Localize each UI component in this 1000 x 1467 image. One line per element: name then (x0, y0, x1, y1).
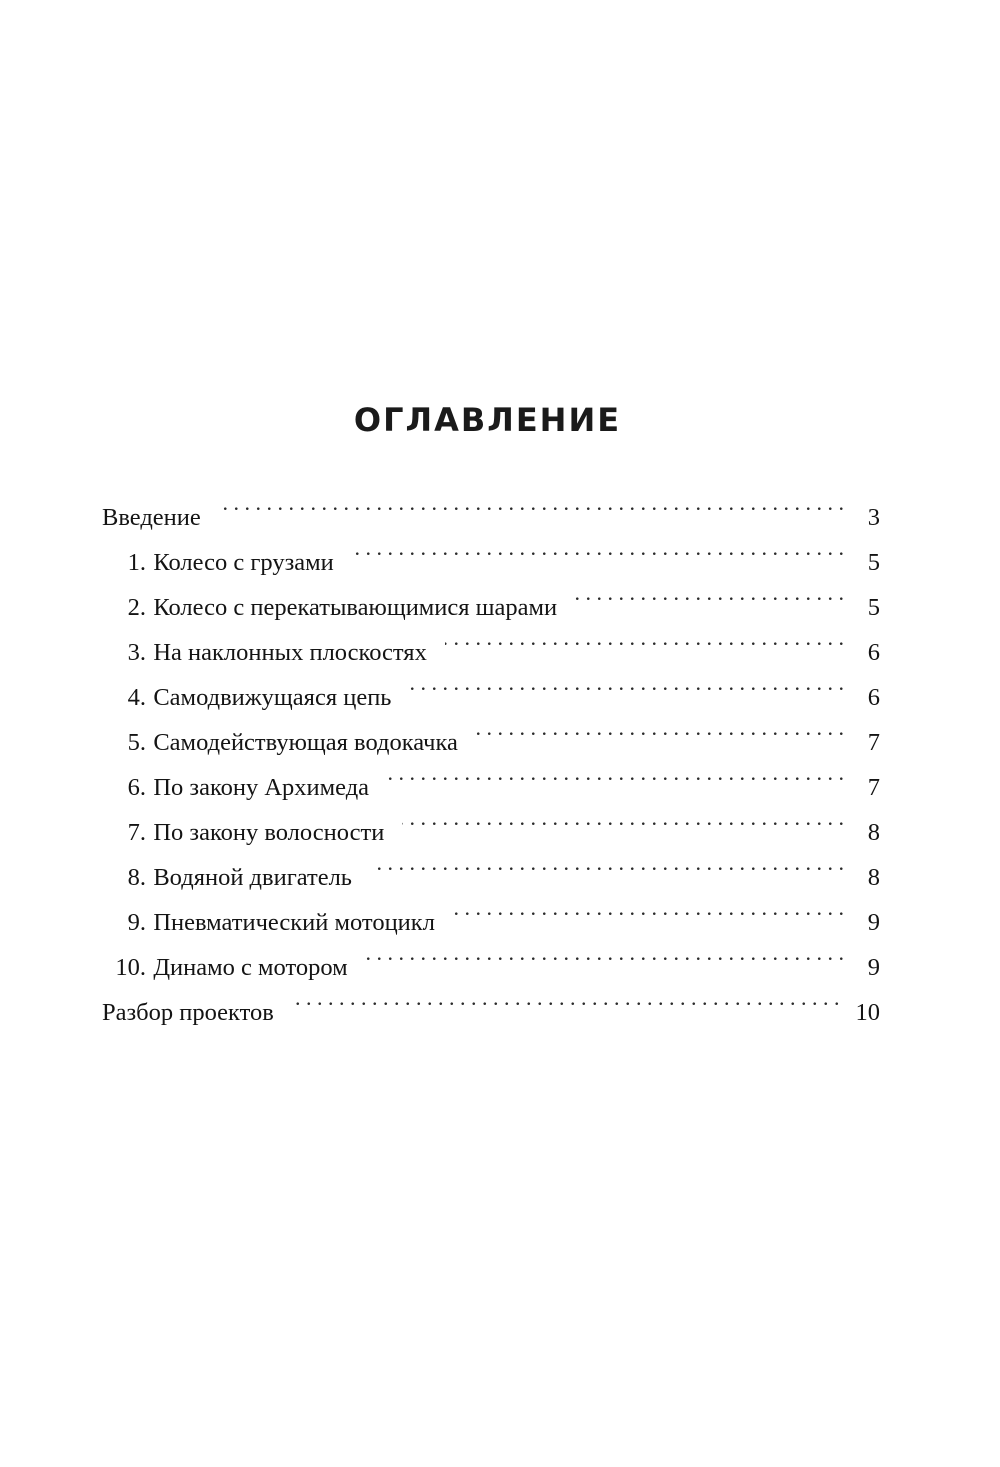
page-title: ОГЛАВЛЕНИЕ (353, 401, 622, 439)
toc-entry-title: Колесо с перекатывающимися шарами (153, 594, 558, 621)
toc-entry-number: 1. (127, 549, 146, 576)
toc-entry-page: 8 (867, 819, 880, 846)
dot-leader (366, 930, 844, 975)
toc-entry-title: Введение (102, 504, 201, 531)
toc-entry-title: По закону Архимеда (153, 774, 370, 801)
dot-leader (575, 570, 844, 615)
toc-entry-title: По закону волосности (153, 819, 385, 846)
toc-entry-title: Колесо с грузами (153, 549, 334, 576)
toc-entry-title: Пневматический мотоцикл (153, 909, 435, 936)
dot-leader (352, 525, 844, 570)
dot-leader (370, 840, 844, 885)
dot-leader (402, 795, 844, 840)
toc-entry (102, 525, 880, 576)
dot-leader (453, 885, 844, 930)
toc-entry-page: 3 (867, 504, 880, 531)
toc-entry-number: 7. (127, 819, 146, 846)
toc-entry-number: 6. (127, 774, 146, 801)
toc-entry-page: 9 (867, 909, 880, 936)
toc-entry-number: 2. (127, 594, 146, 621)
dot-leader (409, 660, 844, 705)
toc-entry-title: Самодействующая водокачка (153, 729, 458, 756)
dot-leader (292, 975, 840, 1020)
toc-entry-number: 4. (127, 684, 146, 711)
toc-entry-title: Разбор проектов (102, 999, 274, 1026)
toc-entry-page: 7 (867, 774, 880, 801)
toc-entry-title: На наклонных плоскостях (153, 639, 427, 666)
toc-entry-number: 5. (127, 729, 146, 756)
table-of-contents (102, 480, 880, 1026)
toc-entry-page: 6 (867, 684, 880, 711)
toc-entry-title: Динамо с мотором (153, 954, 348, 981)
toc-entry-page: 8 (867, 864, 880, 891)
toc-entry-introduction (102, 480, 880, 531)
toc-entry-page: 5 (867, 549, 880, 576)
toc-entry-title: Водяной двигатель (153, 864, 352, 891)
dot-leader (387, 750, 844, 795)
toc-entry-number: 9. (127, 909, 146, 936)
dot-leader (476, 705, 844, 750)
toc-entry-page: 9 (867, 954, 880, 981)
toc-entry-number: 10. (115, 954, 146, 981)
toc-entry-page: 6 (867, 639, 880, 666)
dot-leader (445, 615, 844, 660)
toc-entry-number: 3. (127, 639, 146, 666)
toc-entry-page: 5 (867, 594, 880, 621)
dot-leader (219, 480, 844, 525)
toc-entry-title: Самодвижущаяся цепь (153, 684, 392, 711)
toc-entry-page: 7 (867, 729, 880, 756)
toc-entry-page: 10 (855, 999, 880, 1026)
toc-entry-number: 8. (127, 864, 146, 891)
